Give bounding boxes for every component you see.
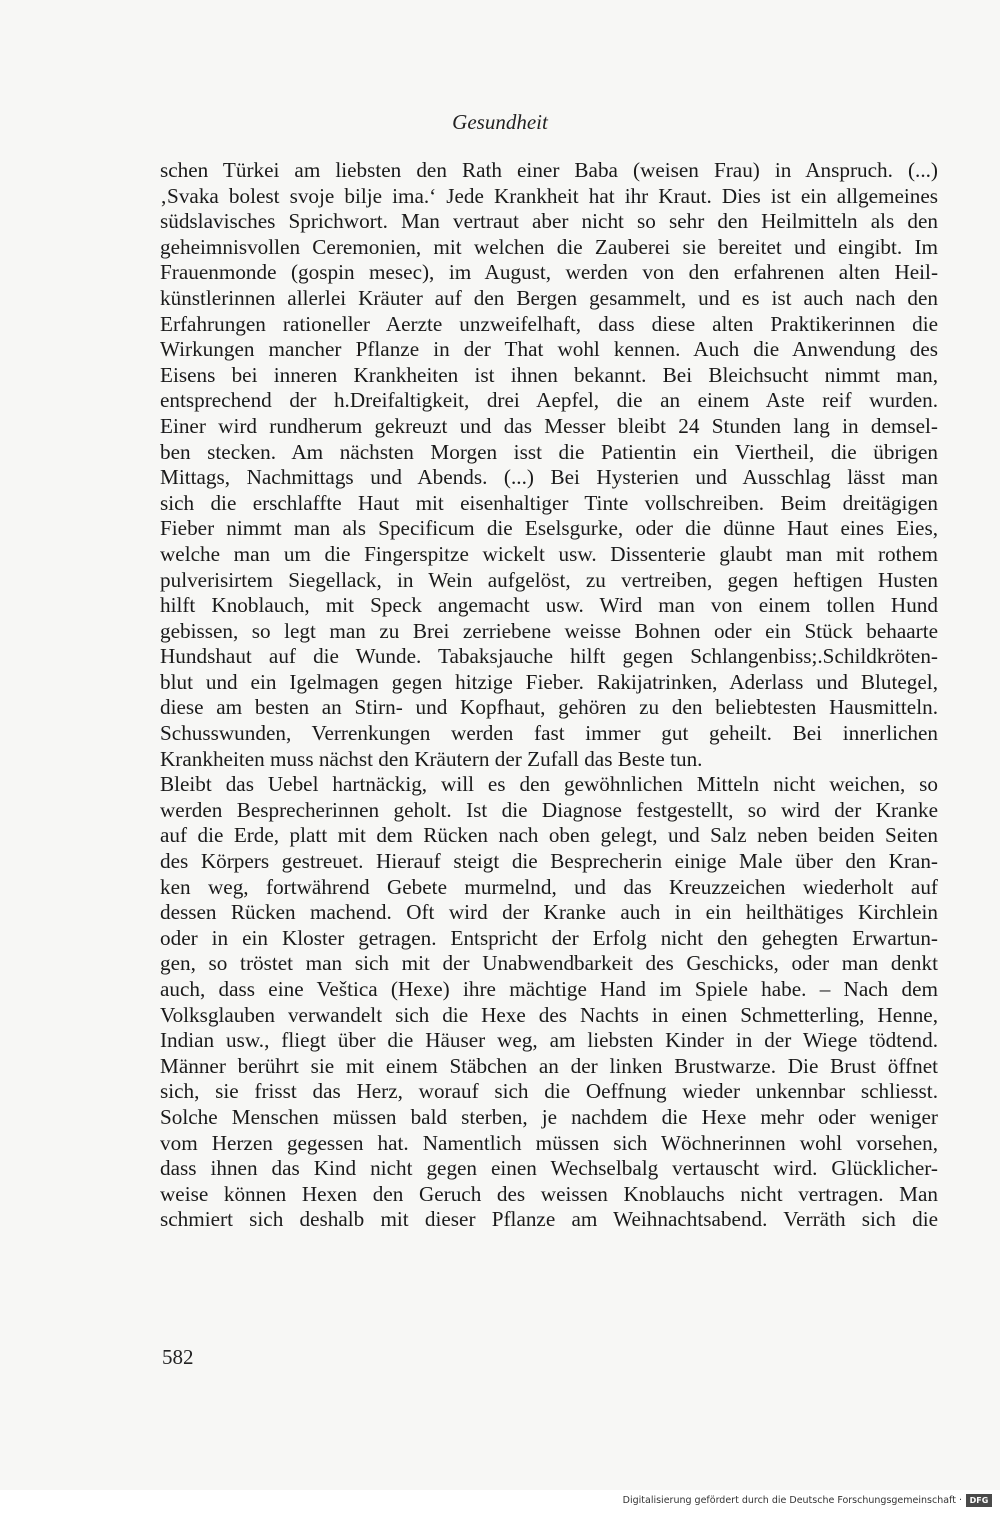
text-line: Volksglauben verwandelt sich die Hexe des Nachts in einen Schmetterling, Henne, <box>160 1002 938 1027</box>
text-line: Solche Menschen müssen bald sterben, je nachdem die Hexe mehr oder weniger <box>160 1104 938 1129</box>
text-line: oder in ein Kloster getragen. Entspricht der Erfolg nicht den gehegten Erwartun- <box>160 925 938 950</box>
text-line: vom Herzen gegessen hat. Namentlich müssen sich Wöchnerinnen wohl vorsehen, <box>160 1130 938 1155</box>
text-line: künstlerinnen allerlei Kräuter auf den Bergen gesammelt, und es ist auch nach den <box>160 285 938 310</box>
text-line: Erfahrungen rationeller Aerzte unzweifelhaft, dass diese alten Praktikerinnen die <box>160 311 938 336</box>
text-line: gebissen, so legt man zu Brei zerriebene weisse Bohnen oder ein Stück behaarte <box>160 618 938 643</box>
digitization-footer <box>0 1490 1000 1514</box>
text-line: Mittags, Nachmittags und Abends. (...) Bei Hysterien und Ausschlag lässt man <box>160 465 938 490</box>
text-line: Schusswunden, Verrenkungen werden fast immer gut geheilt. Bei innerlichen <box>160 721 938 746</box>
text-line: Hundshaut auf die Wunde. Tabaksjauche hilft gegen Schlangenbiss;.Schildkröten- <box>160 644 938 669</box>
text-line: hilft Knoblauch, mit Speck angemacht usw. Wird man von einem tollen Hund <box>160 593 938 618</box>
page-number: 582 <box>162 1345 194 1369</box>
text-line: ben stecken. Am nächsten Morgen isst die Patientin ein Viertheil, die übrigen <box>160 439 938 464</box>
text-line: des Körpers gestreuet. Hierauf steigt die Besprecherin einige Male über den Kran- <box>160 849 938 874</box>
text-line: Fieber nimmt man als Specificum die Eselsgurke, oder die dünne Haut eines Eies, <box>160 516 938 541</box>
text-line: dessen Rücken machend. Oft wird der Kranke auch in ein heilthätiges Kirchlein <box>160 900 938 925</box>
text-line: werden Besprecherinnen geholt. Ist die Diagnose festgestellt, so wird der Kranke <box>160 797 938 822</box>
text-line: dass ihnen das Kind nicht gegen einen Wechselbalg vertauscht wird. Glücklicher- <box>160 1156 938 1181</box>
text-line: diese am besten an Stirn- und Kopfhaut, gehören zu den beliebtesten Hausmitteln. <box>160 695 938 720</box>
text-line: südslavisches Sprichwort. Man vertraut aber nicht so sehr den Heilmitteln als den <box>160 209 938 234</box>
text-line: Bleibt das Uebel hartnäckig, will es den gewöhnlichen Mitteln nicht weichen, so <box>160 772 938 797</box>
running-title: Gesundheit <box>452 110 548 134</box>
text-line: schmiert sich deshalb mit dieser Pflanze am Weihnachtsabend. Verräth sich die <box>160 1207 938 1232</box>
text-line: Eisens bei inneren Krankheiten ist ihnen bekannt. Bei Bleichsucht nimmt man, <box>160 362 938 387</box>
text-line: auf die Erde, platt mit dem Rücken nach oben gelegt, und Salz neben beiden Seiten <box>160 823 938 848</box>
text-line: ‚Svaka bolest svoje bilje ima.‘ Jede Krankheit hat ihr Kraut. Dies ist ein allgemeines <box>160 183 938 208</box>
text-line: Indian usw., fliegt über die Häuser weg, am liebsten Kinder in der Wiege tödtend. <box>160 1028 938 1053</box>
text-line: weise können Hexen den Geruch des weissen Knoblauchs nicht vertragen. Man <box>160 1181 938 1206</box>
text-line: sich, sie frisst das Herz, worauf sich die Oeffnung wieder unkennbar schliesst. <box>160 1079 938 1104</box>
text-line: pulverisirtem Siegellack, in Wein aufgelöst, zu vertreiben, gegen heftigen Husten <box>160 567 938 592</box>
body-text <box>160 158 938 1233</box>
text-line: schen Türkei am liebsten den Rath einer Baba (weisen Frau) in Anspruch. (...) <box>160 158 938 182</box>
text-line: entsprechend der h.Dreifaltigkeit, drei Aepfel, die an einem Aste reif wurden. <box>160 388 938 413</box>
text-line: geheimnisvollen Ceremonien, mit welchen die Zauberei sie bereitet und eingibt. Im <box>160 234 938 259</box>
text-line: Einer wird rundherum gekreuzt und das Messer bleibt 24 Stunden lang in demsel- <box>160 413 938 438</box>
text-line: Männer berührt sie mit einem Stäbchen an der linken Brustwarze. Die Brust öffnet <box>160 1053 938 1078</box>
text-line: gen, so tröstet man sich mit der Unabwendbarkeit des Geschicks, oder man denkt <box>160 951 938 976</box>
text-line: welche man um die Fingerspitze wickelt usw. Dissenterie glaubt man mit rothem <box>160 541 938 566</box>
text-line: ken weg, fortwährend Gebete murmelnd, und das Kreuzzeichen wiederholt auf <box>160 874 938 899</box>
text-line: auch, dass eine Veštica (Hexe) ihre mächtige Hand im Spiele habe. – Nach dem <box>160 977 938 1001</box>
text-line: Krankheiten muss nächst den Kräutern der Zufall das Beste tun. <box>160 746 703 771</box>
funding-credit: Digitalisierung gefördert durch die Deutsche Forschungsgemeinschaft · <box>622 1495 962 1506</box>
text-line: Frauenmonde (gospin mesec), im August, werden von den erfahrenen alten Heil- <box>160 260 938 285</box>
dfg-logo: DFG <box>966 1494 992 1507</box>
text-line: blut und ein Igelmagen gegen hitzige Fieber. Rakijatrinken, Aderlass und Blutegel, <box>160 669 938 694</box>
text-line: sich die erschlaffte Haut mit eisenhaltiger Tinte vollschreiben. Beim dreitägigen <box>160 490 938 515</box>
text-line: Wirkungen mancher Pflanze in der That wohl kennen. Auch die Anwendung des <box>160 337 938 362</box>
